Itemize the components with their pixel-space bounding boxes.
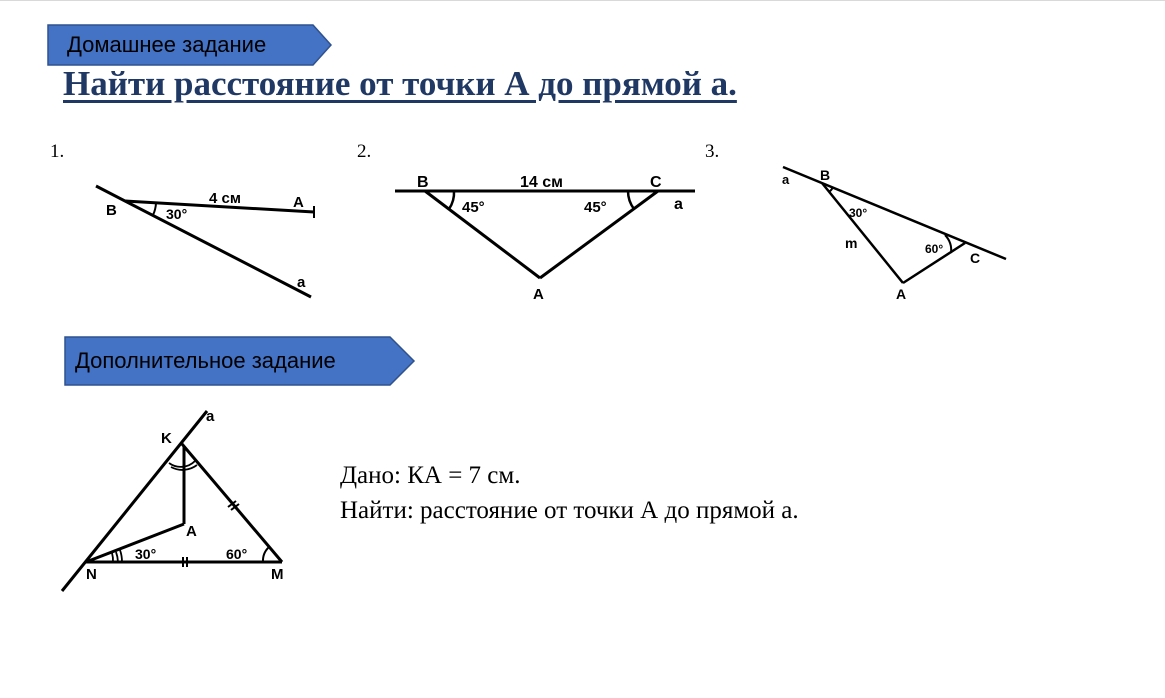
label-M: M xyxy=(271,566,284,583)
label-m: m xyxy=(845,235,858,251)
side-m xyxy=(822,183,903,283)
figure-2-diagram xyxy=(390,165,700,305)
page-title: Найти расстояние от точки А до прямой а. xyxy=(63,64,737,103)
length-label: 14 см xyxy=(520,174,563,191)
angle-label-B: 45° xyxy=(462,199,485,216)
label-a: a xyxy=(206,408,215,425)
label-A: A xyxy=(896,286,907,302)
angle-arc-K-1 xyxy=(169,461,195,467)
angle-arc xyxy=(153,203,156,215)
angle-arc-N-1 xyxy=(112,553,113,562)
angle-label-C: 60° xyxy=(925,242,944,256)
label-A: A xyxy=(533,286,544,303)
label-N: N xyxy=(86,566,97,583)
label-A: A xyxy=(186,523,197,540)
homework-banner xyxy=(47,24,332,66)
given-text: Дано: КА = 7 см. xyxy=(340,462,521,489)
label-a: a xyxy=(782,172,790,187)
top-border xyxy=(0,0,1165,1)
angle-label-C: 45° xyxy=(584,199,607,216)
label-A: A xyxy=(293,194,304,211)
angle-label: 30° xyxy=(166,206,188,222)
figure-4-diagram xyxy=(55,405,305,600)
problem-number-1: 1. xyxy=(50,141,65,162)
line-a xyxy=(783,167,1006,259)
extra-task-label: Дополнительное задание xyxy=(75,348,336,373)
angle-arc-C xyxy=(945,235,951,253)
extra-task-banner xyxy=(64,336,416,386)
length-label: 4 см xyxy=(209,190,241,207)
label-a: a xyxy=(674,196,683,213)
angle-label-B: 30° xyxy=(849,206,868,220)
label-B: B xyxy=(820,167,831,183)
find-text: Найти: расстояние от точки А до прямой а. xyxy=(340,497,799,524)
label-C: C xyxy=(970,250,981,266)
label-B: B xyxy=(106,202,117,219)
homework-label: Домашнее задание xyxy=(67,32,267,57)
label-K: K xyxy=(161,430,172,447)
label-a: a xyxy=(297,274,306,291)
angle-arc-C xyxy=(628,191,634,209)
problem-number-3: 3. xyxy=(705,141,720,162)
problem-number-2: 2. xyxy=(357,141,372,162)
label-B: B xyxy=(417,174,429,191)
angle-arc-N-3 xyxy=(120,550,122,562)
figure-1-diagram xyxy=(90,180,320,300)
figure-3-diagram xyxy=(775,160,1015,305)
angle-arc-B xyxy=(449,191,454,209)
label-C: C xyxy=(650,174,662,191)
angle-label-M: 60° xyxy=(226,546,248,562)
angle-arc-M xyxy=(263,547,269,562)
angle-label-N: 30° xyxy=(135,546,157,562)
